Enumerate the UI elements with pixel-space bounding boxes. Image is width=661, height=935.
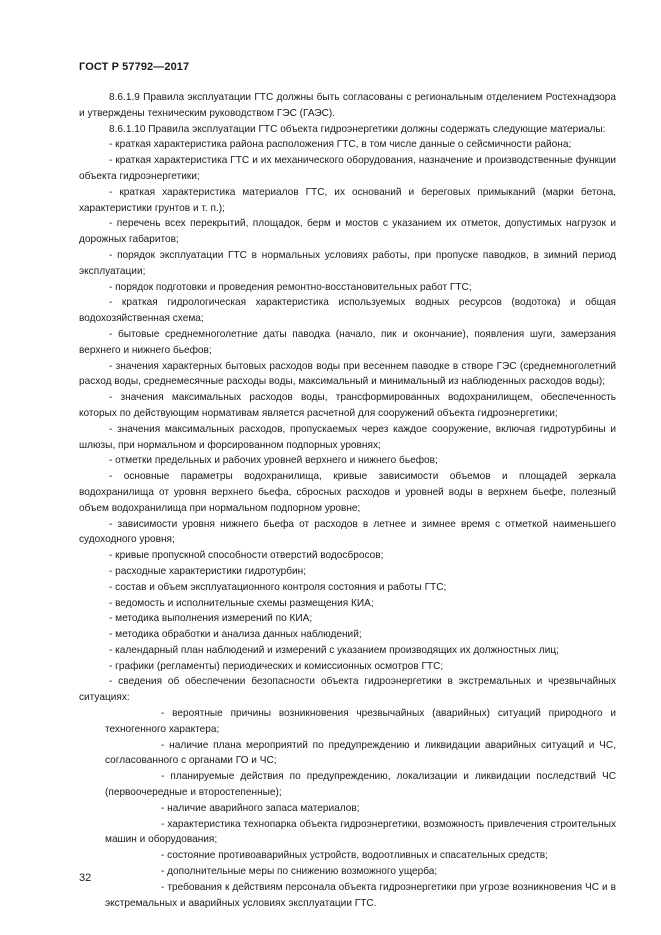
page-number: 32 [79, 872, 92, 884]
list-item: - наличие аварийного запаса материалов; [161, 802, 360, 814]
list-item: - наличие плана мероприятий по предупреждению и ликвидации аварийных ситуаций и ЧС, согласованного с органами ГО и ЧС; [105, 739, 616, 767]
list-item: - требования к действиям персонала объекта гидроэнергетики при угрозе возникновения ЧС и в экстремальных и аварийных условиях эксплуатации ГТС. [105, 881, 616, 909]
section-paragraph: 8.6.1.10 Правила эксплуатации ГТС объекта гидроэнергетики должны содержать следующие материалы: [109, 123, 606, 135]
list-item: - кривые пропускной способности отверстий водосбросов; [109, 550, 384, 562]
list-item: - сведения об обеспечении безопасности объекта гидроэнергетики в экстремальных и чрезвычайных ситуациях: [79, 676, 616, 704]
list-item: - значения максимальных расходов, пропускаемых через каждое сооружение, включая гидротурбины и шлюзы, при нормальном и форсированном подпорных уровнях; [79, 423, 616, 451]
list-item: - методика выполнения измерений по КИА; [109, 613, 313, 625]
list-item: - порядок эксплуатации ГТС в нормальных условиях работы, при пропуске паводков, в зимний период эксплуатации; [79, 249, 616, 277]
list-item: - вероятные причины возникновения чрезвычайных (аварийных) ситуаций природного и техногенного характера; [105, 708, 616, 735]
list-item: - календарный план наблюдений и измерений с указанием производящих их должностных лиц; [109, 644, 559, 656]
list-item: - графики (регламенты) периодических и комиссионных осмотров ГТС; [109, 660, 444, 672]
list-item: - основные параметры водохранилища, кривые зависимости объемов и площадей зеркала водохранилища от уровня верхнего бьефа, сбросных расходов и уровней воды в верхнем бьефе, полезный объем водохранилища при нормальном подпорном уровне; [79, 471, 616, 514]
list-item: - расходные характеристики гидротурбин; [109, 565, 307, 577]
list-item: - состояние противоаварийных устройств, водоотливных и спасательных средств; [161, 850, 548, 862]
standard-header: ГОСТ Р 57792—2017 [79, 61, 190, 73]
list-item: - краткая характеристика материалов ГТС, их оснований и береговых примыканий (марки бетона, характеристики грунтов и т. п.); [79, 186, 616, 214]
list-item: - порядок подготовки и проведения ремонтно-восстановительных работ ГТС; [109, 281, 472, 293]
list-item: - состав и объем эксплуатационного контроля состояния и работы ГТС; [109, 581, 447, 593]
list-item: - дополнительные меры по снижению возможного ущерба; [161, 866, 438, 878]
list-item: - значения характерных бытовых расходов воды при весеннем паводке в створе ГЭС (среднемноголетний расход воды, среднемесячные расходы воды, максимальный и минимальный из наблюденных расходов воды); [79, 360, 616, 388]
list-item: - характеристика технопарка объекта гидроэнергетики, возможность привлечения строительных машин и оборудования; [105, 818, 616, 846]
list-item: - значения максимальных расходов воды, трансформированных водохранилищем, обеспеченность которых по действующим нормативам является расчетной для сооружений объекта гидроэнергетики; [79, 392, 616, 419]
document-body [79, 90, 616, 911]
section-paragraph: 8.6.1.9 Правила эксплуатации ГТС должны быть согласованы с региональным отделением Ростехнадзора и утверждены техническим руководством ГЭС (ГАЭС). [79, 92, 616, 119]
list-item: - бытовые среднемноголетние даты паводка (начало, пик и окончание), появления шуги, замерзания верхнего и нижнего бьефов; [79, 328, 616, 356]
list-item: - перечень всех перекрытий, площадок, берм и мостов с указанием их отметок, допустимых нагрузок и дорожных габаритов; [79, 218, 616, 246]
list-item: - планируемые действия по предупреждению, локализации и ликвидации последствий ЧС (первоочередные и второстепенные); [105, 771, 616, 799]
list-item: - отметки предельных и рабочих уровней верхнего и нижнего бьефов; [109, 455, 438, 467]
list-item: - краткая характеристика ГТС и их механического оборудования, назначение и производственные функции объекта гидроэнергетики; [79, 155, 616, 182]
list-item: - зависимости уровня нижнего бьефа от расходов в летнее и зимнее время с отметкой наименьшего судоходного уровня; [79, 518, 616, 546]
list-item: - краткая гидрологическая характеристика используемых водных ресурсов (водотока) и общая водохозяйственная схема; [79, 297, 616, 325]
list-item: - ведомость и исполнительные схемы размещения КИА; [109, 597, 374, 609]
list-item: - краткая характеристика района расположения ГТС, в том числе данные о сейсмичности района; [109, 139, 572, 151]
list-item: - методика обработки и анализа данных наблюдений; [109, 629, 362, 641]
